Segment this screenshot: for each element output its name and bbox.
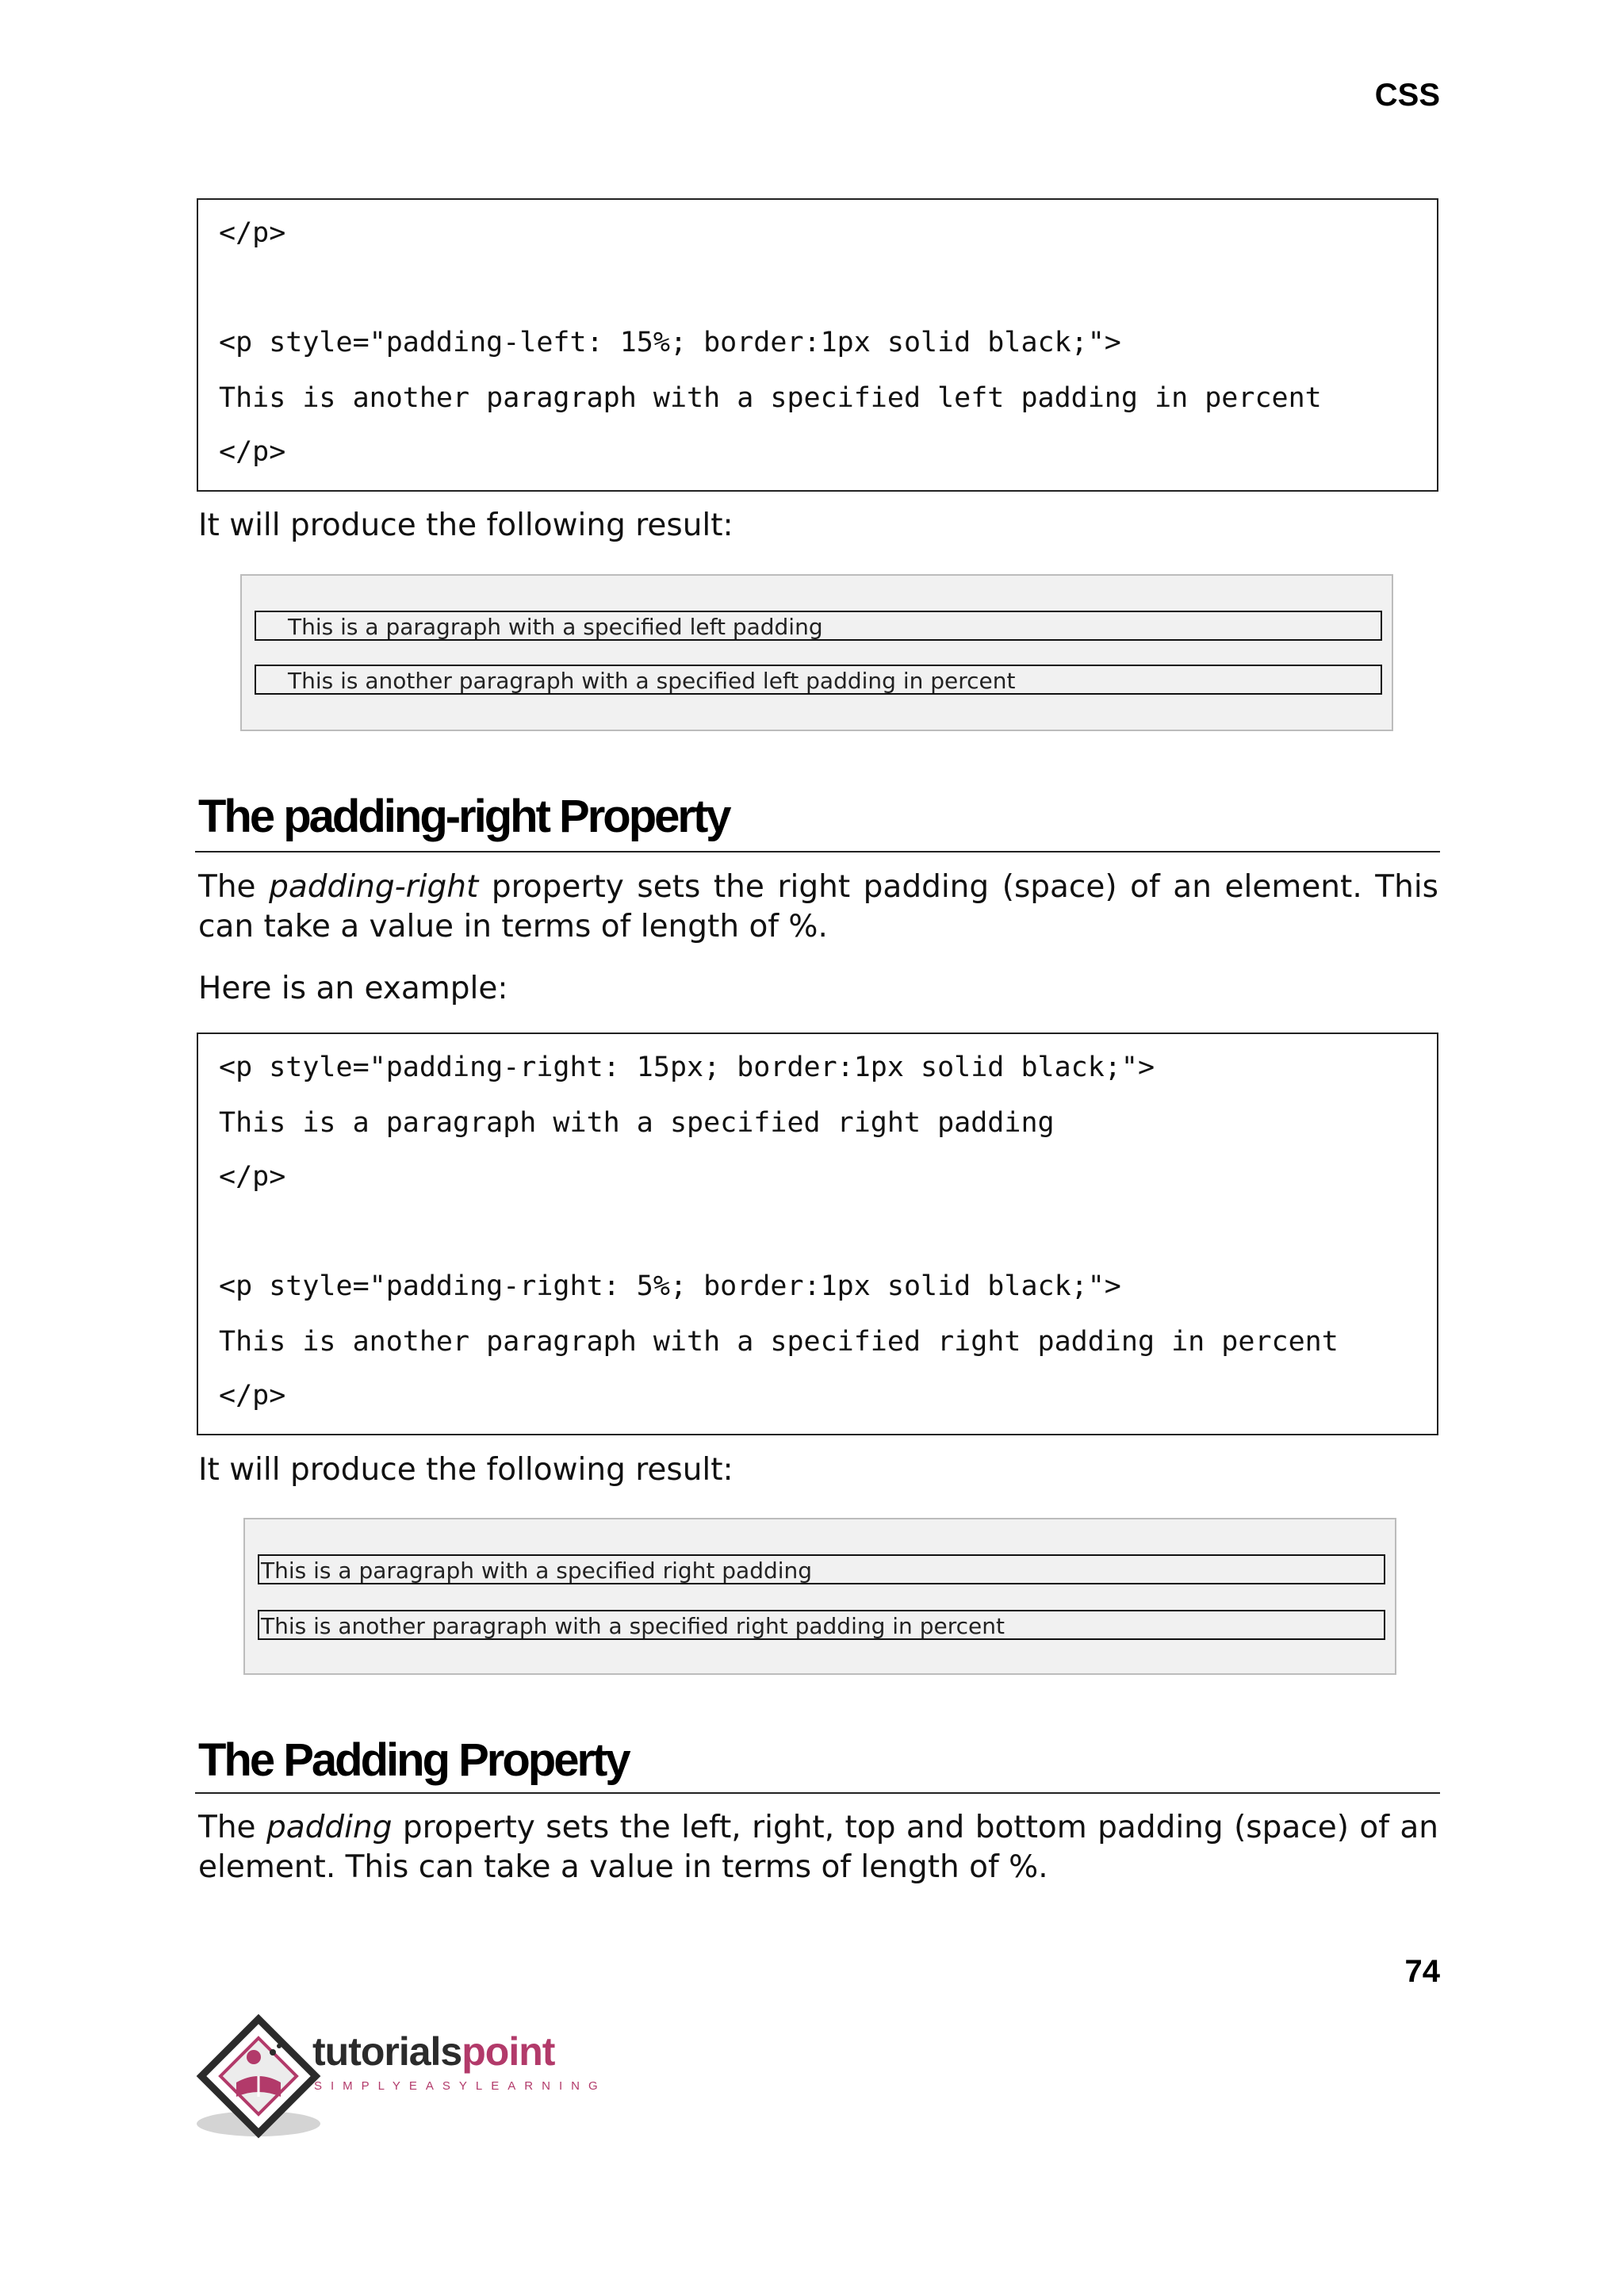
logo-wordmark-a: tutorials bbox=[312, 2029, 462, 2074]
paragraph-text: The bbox=[198, 1810, 266, 1845]
heading-rule bbox=[195, 851, 1440, 852]
result-paragraph-text: This is a paragraph with a specified left padding bbox=[288, 614, 823, 640]
logo-wordmark bbox=[312, 2029, 554, 2075]
paragraph-text: property sets the left, right, top and bottom padding (space) of an element. This can take a value in terms of length of %. bbox=[198, 1810, 1439, 1885]
tutorialspoint-logo bbox=[195, 2014, 607, 2141]
logo-tagline: SIMPLYEASYLEARNING bbox=[314, 2079, 607, 2093]
result-paragraph bbox=[258, 1610, 1385, 1640]
code-block-right-padding bbox=[197, 1033, 1438, 1435]
page-number: 74 bbox=[1404, 1954, 1440, 1989]
result-paragraph bbox=[258, 1554, 1385, 1584]
code-line: This is another paragraph with a specified right padding in percent bbox=[219, 1326, 1339, 1358]
code-line: <p style="padding-left: 15%; border:1px solid black;"> bbox=[219, 327, 1121, 358]
code-line: </p> bbox=[219, 1380, 286, 1412]
result-intro-text: It will produce the following result: bbox=[198, 1452, 733, 1488]
result-paragraph bbox=[255, 611, 1382, 641]
result-preview-left-padding bbox=[240, 574, 1393, 731]
running-header: CSS bbox=[1374, 78, 1440, 113]
section-heading: The padding-right Property bbox=[198, 791, 730, 842]
code-line: <p style="padding-right: 15px; border:1px solid black;"> bbox=[219, 1052, 1155, 1083]
code-line: This is a paragraph with a specified right padding bbox=[219, 1107, 1055, 1139]
result-paragraph-text: This is another paragraph with a specified right padding in percent bbox=[261, 1613, 1005, 1639]
paragraph-text: The bbox=[198, 869, 270, 905]
code-line: </p> bbox=[219, 1161, 286, 1193]
property-name: padding bbox=[266, 1810, 393, 1845]
code-line: <p style="padding-right: 5%; border:1px solid black;"> bbox=[219, 1270, 1121, 1302]
result-intro-text: It will produce the following result: bbox=[198, 508, 733, 543]
code-line: </p> bbox=[219, 217, 286, 249]
section-heading: The Padding Property bbox=[198, 1734, 629, 1786]
section-paragraph bbox=[198, 1808, 1438, 1887]
logo-emblem-icon bbox=[195, 2014, 330, 2141]
result-paragraph-text: This is a paragraph with a specified right padding bbox=[261, 1557, 813, 1584]
code-line: This is another paragraph with a specified left padding in percent bbox=[219, 382, 1322, 414]
property-name: padding-right bbox=[269, 869, 479, 905]
section-paragraph bbox=[198, 868, 1438, 947]
result-paragraph bbox=[255, 665, 1382, 695]
heading-rule bbox=[195, 1792, 1440, 1794]
result-preview-right-padding bbox=[243, 1518, 1396, 1675]
paragraph-text: property sets the right padding (space) of an element. This can take a value in terms of length of %. bbox=[198, 869, 1438, 944]
code-line: </p> bbox=[219, 436, 286, 468]
logo-wordmark-b: point bbox=[462, 2029, 555, 2074]
result-paragraph-text: This is another paragraph with a specified left padding in percent bbox=[288, 668, 1016, 694]
code-block-left-padding bbox=[197, 198, 1438, 492]
example-intro-text: Here is an example: bbox=[198, 971, 508, 1006]
